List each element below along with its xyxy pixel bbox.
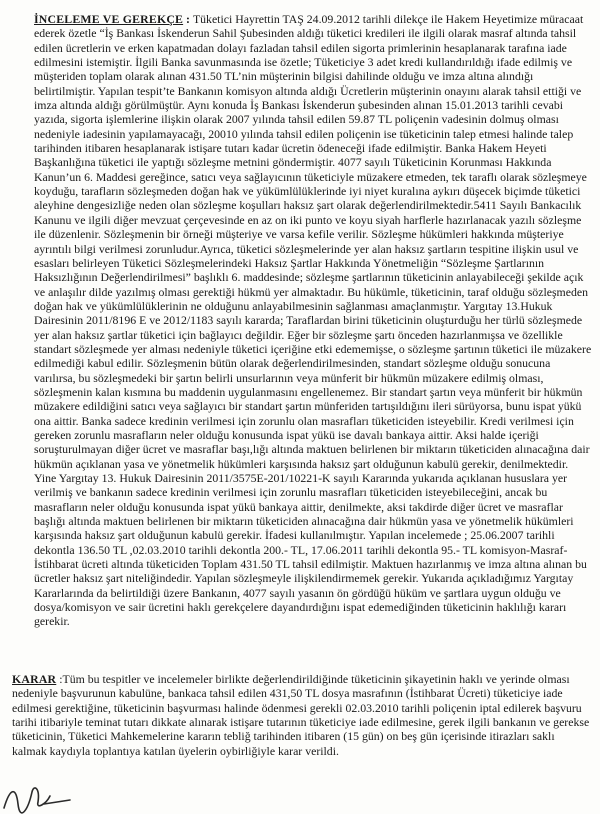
inceleme-paragraph	[34, 12, 592, 629]
inceleme-body: Tüketici Hayrettin TAŞ 24.09.2012 tarihli dilekçe ile Hakem Heyetimize müracaat ederek özetle “İş Bankası İskenderun Sahil Şubesinden aldığı tüketici kredileri ile ilgili olarak masraf altında tahsil edilen ücretlerin ve erken kapatmadan dolayı fazladan tahsil edilen sigorta primlerinin hesaplanarak tarafına iade edilmesini istemiştir. İlgili Banka savunmasında ise özetle; Tüketiciye 3 adet kredi kullandırıldığı ifade edilmiş ve müşteriden toplam olarak alınan 431.50 TL’nin müşterinin bilgisi dahilinde olduğu ve imza altına alındığı belirtilmiştir. Yapılan tespit’te Bankanın komisyon altında aldığı Ücretlerin müşterinin onayını alarak tahsil ettiği ve imza altında aldığı görülmüştür. Aynı konuda İş Bankası İskenderun şubesinden alınan 15.01.2013 tarihli cevabi yazıda, sigorta işlemlerine ilişkin olarak 2007 yılında tahsil edilen 59.87 TL poliçenin vadesinin dolmuş olması nedeniyle iadesinin yapılamayacağı, 20010 yılında tahsil edilen poliçenin ise tüketicinin talep etmesi halinde talep tarihinden itibaren hesaplanarak istişare tutarı kadar ücretin ödeneceği ifade edilmiştir. Banka Hakem Heyeti Başkanlığına tüketici ile yaptığı sözleşme metnini göndermiştir. 4077 sayılı Tüketicinin Korunması Hakkında Kanun’un 6. Maddesi gereğince, satıcı veya sağlayıcının tüketiciyle müzakere etmeden, tek taraflı olarak sözleşmeye koyduğu, tarafların sözleşmeden doğan hak ve yükümlülüklerinde iyi niyet kuralına aykırı düşecek biçimde tüketici aleyhine dengesizliğe neden olan sözleşme koşulları haksız şart olarak değerlendirilmektedir.5411 Sayılı Bankacılık Kanunu ve ilgili diğer mevzuat çerçevesinde en az on iki punto ve koyu siyah harflerle hazırlanacak yazılı sözleşme ile düzenlenir. Sözleşmenin bir örneği müşteriye ve varsa kefile verilir. Sözleşme hükümleri hakkında müşteriye ayrıntılı bilgi verilmesi zorunludur.Ayrıca, tüketici sözleşmelerinde yer alan haksız şartların tespitine ilişkin usul ve esasları belirleyen Tüketici Sözleşmelerindeki Haksız Şartlar Hakkında Yönetmeliğin “Sözleşme Şartlarının Haksızlığının Değerlendirilmesi” başlıklı 6. maddesinde; sözleşme şartlarının tüketicinin anlayabileceği şekilde açık ve anlaşılır dilde yazılmış olması gerektiği hükmü yer almaktadır. Bu hükümle, tüketicinin, taraf olduğu sözleşmeden doğan hak ve yükümlülüklerinin ne olduğunu anlayabilmesinin sağlanması amaçlanmıştır. Yargıtay 13.Hukuk Dairesinin 2011/8196 E ve 2012/1183 sayılı kararda; Taraflardan birini tüketicinin oluşturduğu her türlü sözleşmede yer alan haksız şartlar tüketici için bağlayıcı değildir. Eğer bir sözleşme şartı önceden hazırlanmışsa ve özellikle standart sözleşmede yer alması nedeniyle tüketici içeriğine etki edememişse, o sözleşme şartının tüketici ile müzakere edilmediği kabul edilir. Sözleşmenin bütün olarak değerlendirilmesinden, standart sözleşme olduğu sonucuna varılırsa, bu sözleşmedeki bir şartın belirli unsurlarının veya münferit bir hükmün müzakere edilmiş olması, sözleşmenin kalan kısmına bu maddenin uygulanmasını engellenemez. Bir standart şartın veya münferit bir hükmün müzakere edildiğini satıcı veya sağlayıcı bir standart şartın münferiden tartışıldığını ileri sürüyorsa, bunu ispat yükü ona aittir. Banka sadece kredinin verilmesi için zorunlu olan masrafları tüketiciden isteyebilir. Kredi verilmesi için gereken zorunlu masrafların neler olduğu konusunda ispat yükü ise davalı bankaya aittir. Aksi halde içeriği soruşturulmayan diğer ücret ve masraflar başı,lığı altında maktuen belirlenen bir miktarın tüketiciden alınacağına dair hükmün açıklanan yasa ve yönetmelik hükümleri karşısında haksız şart olduğunun kabulü gerekir, denilmektedir. Yine Yargıtay 13. Hukuk Dairesinin 2011/3575E-201/10221-K sayılı Kararında yukarıda açıklanan hususlara yer verilmiş ve bankanın sadece kredinin verilmesi için zorunlu masrafları tüketiciden isteyebileceğini, ancak bu masrafların neler olduğu konusunda ispat yükü bankaya aittir, denilmekte, aksi takdirde diğer ücret ve masraflar başlığı altında maktuen belirlenen bir miktarın tüketiciden alınacağına dair hükmün yasa ve yönetmelik hükümleri karşısında haksız şart olduğunun kabulü gerekir. İfadesi kullanılmıştır. Yapılan incelemede ; 25.06.2007 tarihli dekontla 136.50 TL ,02.03.2010 tarihli dekontla 200.- TL, 17.06.2011 tarihli dekontla 95.- TL komisyon-Masraf-İstihbarat ücreti altında tüketiciden Toplam 431.50 TL tahsil edilmiştir. Maktuen hazırlanmış ve imza altına alınan bu ücretler haksız şart niteliğindedir. Yapılan sözleşmeyle ilişkilendirmemek gerekir. Yukarıda açıkladığımız Yargıtay Kararlarında da belirtildiği üzere Bankanın, 4077 sayılı yasanın ön gördüğü hüküm ve şartlara uygun olduğu ve dosya/komisyon ve sair ücretini haklı gerekçelere dayandırdığını ispat edemediğinden tüketicinin haklılığı kararı gerekir.	[34, 12, 592, 629]
inceleme-section	[6, 12, 592, 629]
karar-paragraph	[12, 672, 592, 758]
karar-body: Tüm bu tespitler ve incelemeler birlikte değerlendirildiğinde tüketicinin şikayetinin haklı ve yerinde olması nedeniyle başvurunun kabulüne, bankaca tahsil edilen 431,50 TL dosya masrafının (İstihbarat Ücreti) tüketiciye iade edilmesi gerektiğine, tüketicinin başvurması halinde ödenmesi gerekli 02.03.2010 tarihli poliçenin iptal edilerek başvuru tarihi itibariyle teminat tutarı dikkate alınarak istişare tutarının tüketiciye iade edilmesine, gerek ilgili bankanın ve gerekse tüketicinin, Tüketici Mahkemelerine kararın tebliğ tarihinden itibaren (15 gün) on beş gün içerisinde itirazları saklı kalmak kaydıyla toplantıya katılan üyelerin oybirliğiyle karar verildi.	[12, 672, 590, 758]
signature-scribble	[0, 774, 90, 814]
inceleme-heading: İNCELEME VE GEREKÇE	[34, 12, 184, 26]
karar-heading: KARAR	[12, 672, 57, 686]
karar-separator: :	[56, 672, 63, 686]
inceleme-separator: :	[183, 12, 193, 26]
karar-section	[6, 672, 592, 758]
